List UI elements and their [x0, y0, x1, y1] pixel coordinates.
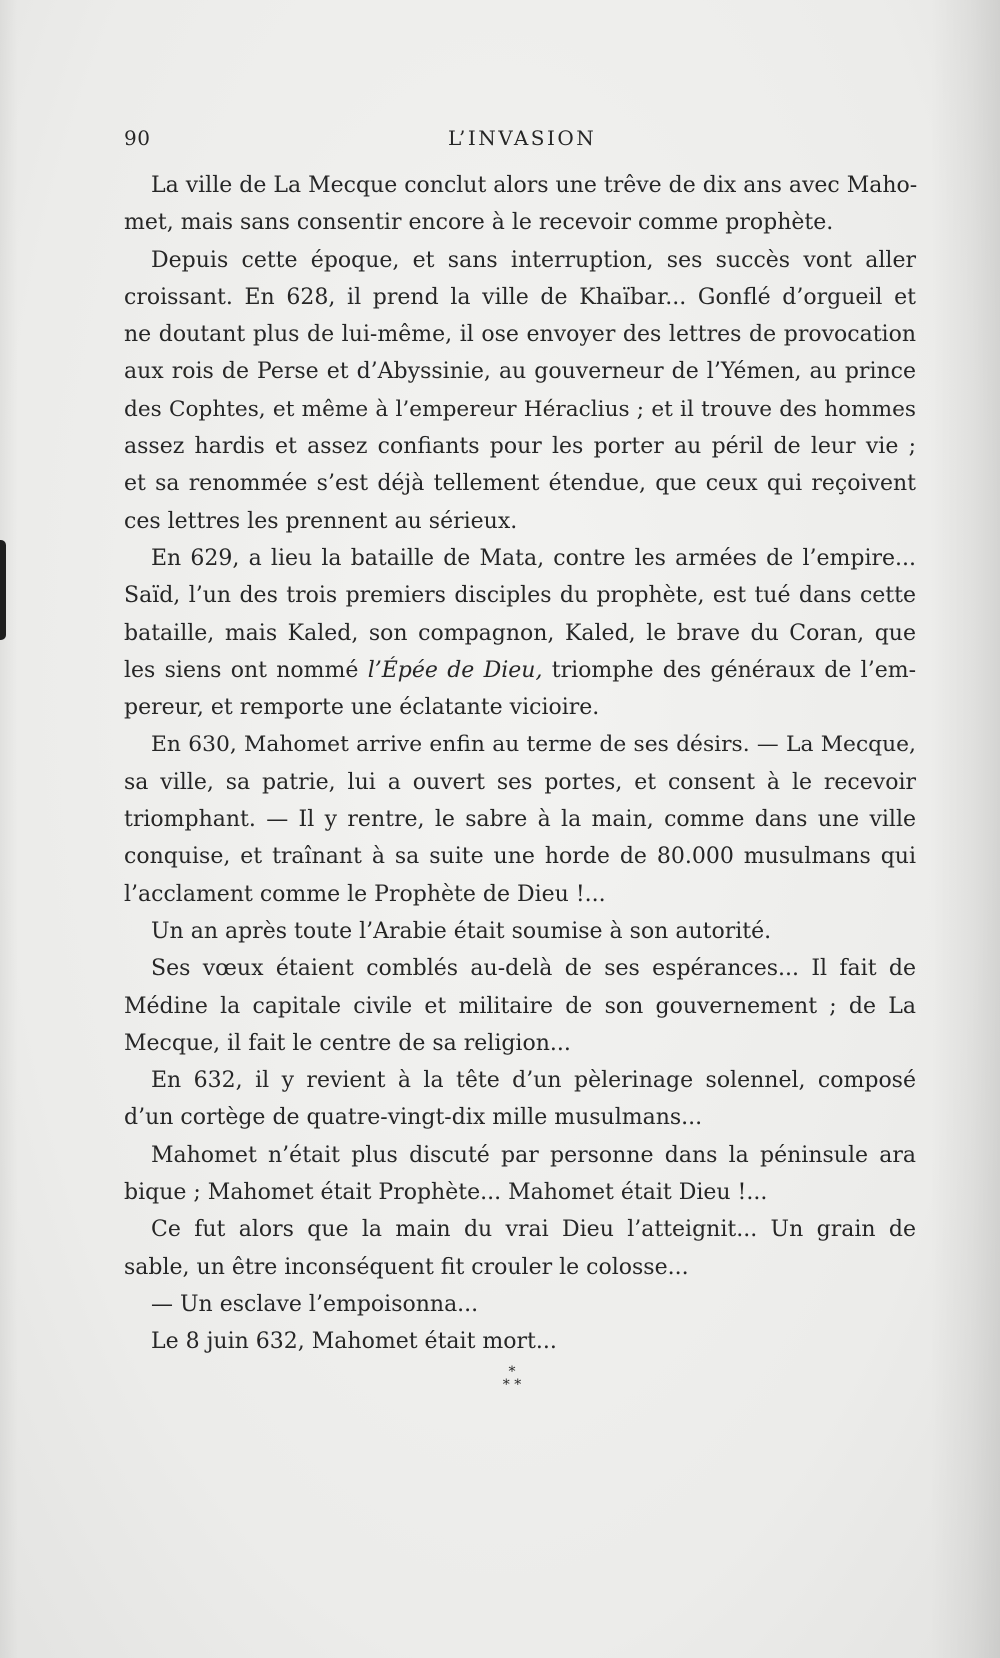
italic-phrase: l’Épée de Dieu,: [367, 657, 543, 683]
text-line: assez hardis et assez confiants pour les porter au péril de leur vie ;: [124, 434, 916, 460]
section-break-asterism: [490, 1366, 534, 1392]
text-line: ne doutant plus de lui-même, il ose envoyer des lettres de provocation: [124, 322, 916, 348]
text-line: bique ; Mahomet était Prophète... Mahomet était Dieu !...: [124, 1180, 768, 1206]
asterism-bottom: * *: [502, 1377, 522, 1393]
text-line: bataille, mais Kaled, son compagnon, Kaled, le brave du Coran, que: [124, 620, 916, 646]
text-line: Un an après toute l’Arabie était soumise à son autorité.: [151, 918, 772, 944]
text-line: Ses vœux étaient comblés au-delà de ses espérances... Il fait de: [151, 956, 916, 982]
text-line: sa ville, sa patrie, lui a ouvert ses portes, et consent à le recevoir: [124, 769, 916, 795]
body-text: [124, 167, 916, 1361]
text-line: Médine la capitale civile et militaire de son gouvernement ; de La: [124, 993, 916, 1019]
text-line: Mahomet n’était plus discuté par personne dans la péninsule ara: [151, 1142, 916, 1168]
running-header: [124, 126, 916, 156]
text-line: l’acclament comme le Prophète de Dieu !...: [124, 881, 606, 907]
text-line: ces lettres les prennent au sérieux.: [124, 508, 518, 534]
text-line: met, mais sans consentir encore à le recevoir comme prophète.: [124, 210, 834, 236]
text-line: Ce fut alors que la main du vrai Dieu l’atteignit... Un grain de: [151, 1217, 916, 1243]
text-line: La ville de La Mecque conclut alors une trêve de dix ans avec Maho-: [151, 173, 918, 198]
text-line-segment: triomphe des généraux de l’em-: [542, 657, 917, 683]
text-line: d’un cortège de quatre-vingt-dix mille musulmans...: [124, 1105, 703, 1131]
text-line: des Cophtes, et même à l’empereur Héraclius ; et il trouve des hommes: [124, 396, 916, 422]
text-line: triomphant. — Il y rentre, le sabre à la main, comme dans une ville: [124, 807, 916, 833]
text-line: pereur, et remporte une éclatante vicioire.: [124, 695, 600, 721]
text-line: Le 8 juin 632, Mahomet était mort...: [151, 1329, 557, 1355]
text-line: — Un esclave l’empoisonna...: [151, 1291, 479, 1317]
text-line: Saïd, l’un des trois premiers disciples du prophète, est tué dans cette: [124, 583, 916, 609]
text-line: croissant. En 628, il prend la ville de Khaïbar... Gonflé d’orgueil et: [124, 284, 916, 310]
text-line: aux rois de Perse et d’Abyssinie, au gouverneur de l’Yémen, au prince: [124, 359, 916, 385]
text-line: En 629, a lieu la bataille de Mata, contre les armées de l’empire...: [151, 545, 916, 571]
text-line: conquise, et traînant à sa suite une horde de 80.000 musulmans qui: [124, 844, 916, 870]
page-right-edge-shading: [930, 0, 1000, 1658]
text-line: En 630, Mahomet arrive enfin au terme de ses désirs. — La Mecque,: [151, 732, 916, 758]
text-line: Mecque, il fait le centre de sa religion...: [124, 1030, 571, 1056]
text-line: [124, 652, 916, 689]
text-line-segment: les siens ont nommé: [124, 657, 368, 683]
running-title: L’INVASION: [448, 126, 597, 150]
text-line: En 632, il y revient à la tête d’un pèlerinage solennel, composé: [151, 1068, 916, 1094]
binding-mark: [0, 540, 6, 640]
page-left-edge-shading: [0, 0, 18, 1658]
asterism-top: *: [508, 1364, 516, 1380]
text-line: et sa renommée s’est déjà tellement étendue, que ceux qui reçoivent: [124, 471, 916, 497]
text-line: sable, un être inconséquent fit crouler le colosse...: [124, 1254, 689, 1280]
text-line: Depuis cette époque, et sans interruption, ses succès vont aller: [151, 247, 916, 273]
page-number: 90: [124, 126, 151, 150]
